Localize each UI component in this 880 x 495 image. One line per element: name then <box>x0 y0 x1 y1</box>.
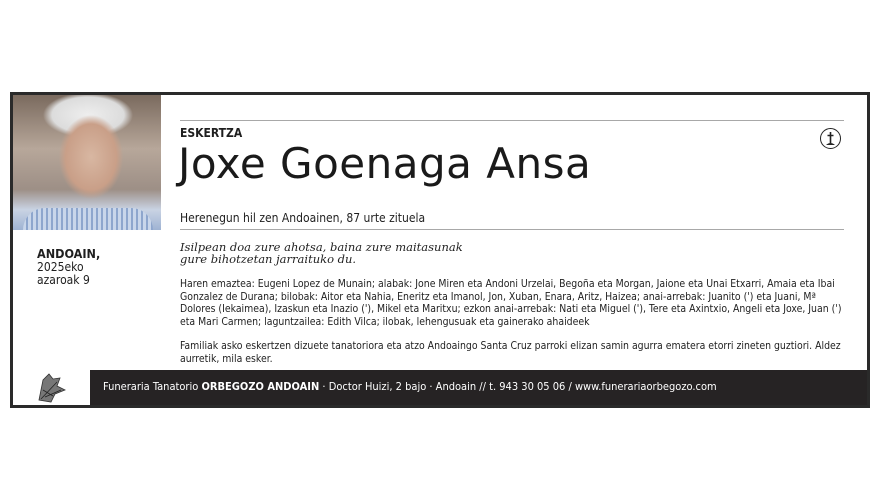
photo-shirt <box>23 208 153 230</box>
town: ANDOAIN, <box>37 246 101 261</box>
family-list: Haren emaztea: Eugeni Lopez de Munain; alabak: Jone Miren eta Andoni Urzelai, Begoña eta Morgan, Jaione eta Unai Etxarri, Amaia eta Ibai Gonzalez de Durana; bilobak: Aitor eta Nahia, Eneritz eta Imanol, Jon, Xuban, Enara, Aritz, Haizea; anai-arrebak: Juanito (') eta Juani, Mª Dolores (Iekaimea), Izaskun eta Inazio ('), Mikel eta Maritxu; ezkon anai-arrebak: Nati eta Miguel ('), Tere eta Axintxio, Angeli eta Joxe, Juan (') eta Mari Carmen; laguntzailea: Edith Vilca; ilobak, lehengusuak eta gainerako ahaideek <box>180 278 842 328</box>
top-divider <box>180 120 844 121</box>
year: 2025eko <box>37 260 84 274</box>
mid-divider <box>180 229 844 230</box>
notice-body <box>180 278 850 377</box>
footer-details: · Doctor Huizi, 2 bajo · Andoain // t. 943 30 05 06 / www.funerariaorbegozo.com <box>322 380 717 393</box>
thanks-text: Familiak asko eskertzen dizuete tanatoriora eta atzo Andoaingo Santa Cruz parroki elizan samin agurra ematera etorri zineten guztiori. Aldez aurretik, mila esker. <box>180 340 841 365</box>
cross-icon <box>820 128 841 149</box>
footer-text <box>103 380 717 393</box>
quote-line: gure bihotzetan jarraituko du. <box>180 252 357 266</box>
subtitle: Herenegun hil zen Andoainen, 87 urte zituela <box>180 211 426 225</box>
quote <box>180 241 463 265</box>
funeral-home-footer <box>13 370 867 405</box>
place-date <box>37 247 100 287</box>
leaf-logo-icon <box>13 370 90 405</box>
notice-type: ESKERTZA <box>180 126 243 140</box>
deceased-photo <box>13 95 161 230</box>
date: azaroak 9 <box>37 273 90 287</box>
footer-prefix: Funeraria Tanatorio <box>103 380 199 393</box>
quote-line: Isilpean doa zure ahotsa, baina zure maitasunak <box>180 240 463 254</box>
obituary-notice <box>10 92 870 408</box>
footer-brand: ORBEGOZO ANDOAIN <box>201 380 320 393</box>
deceased-name: Joxe Goenaga Ansa <box>178 139 592 188</box>
